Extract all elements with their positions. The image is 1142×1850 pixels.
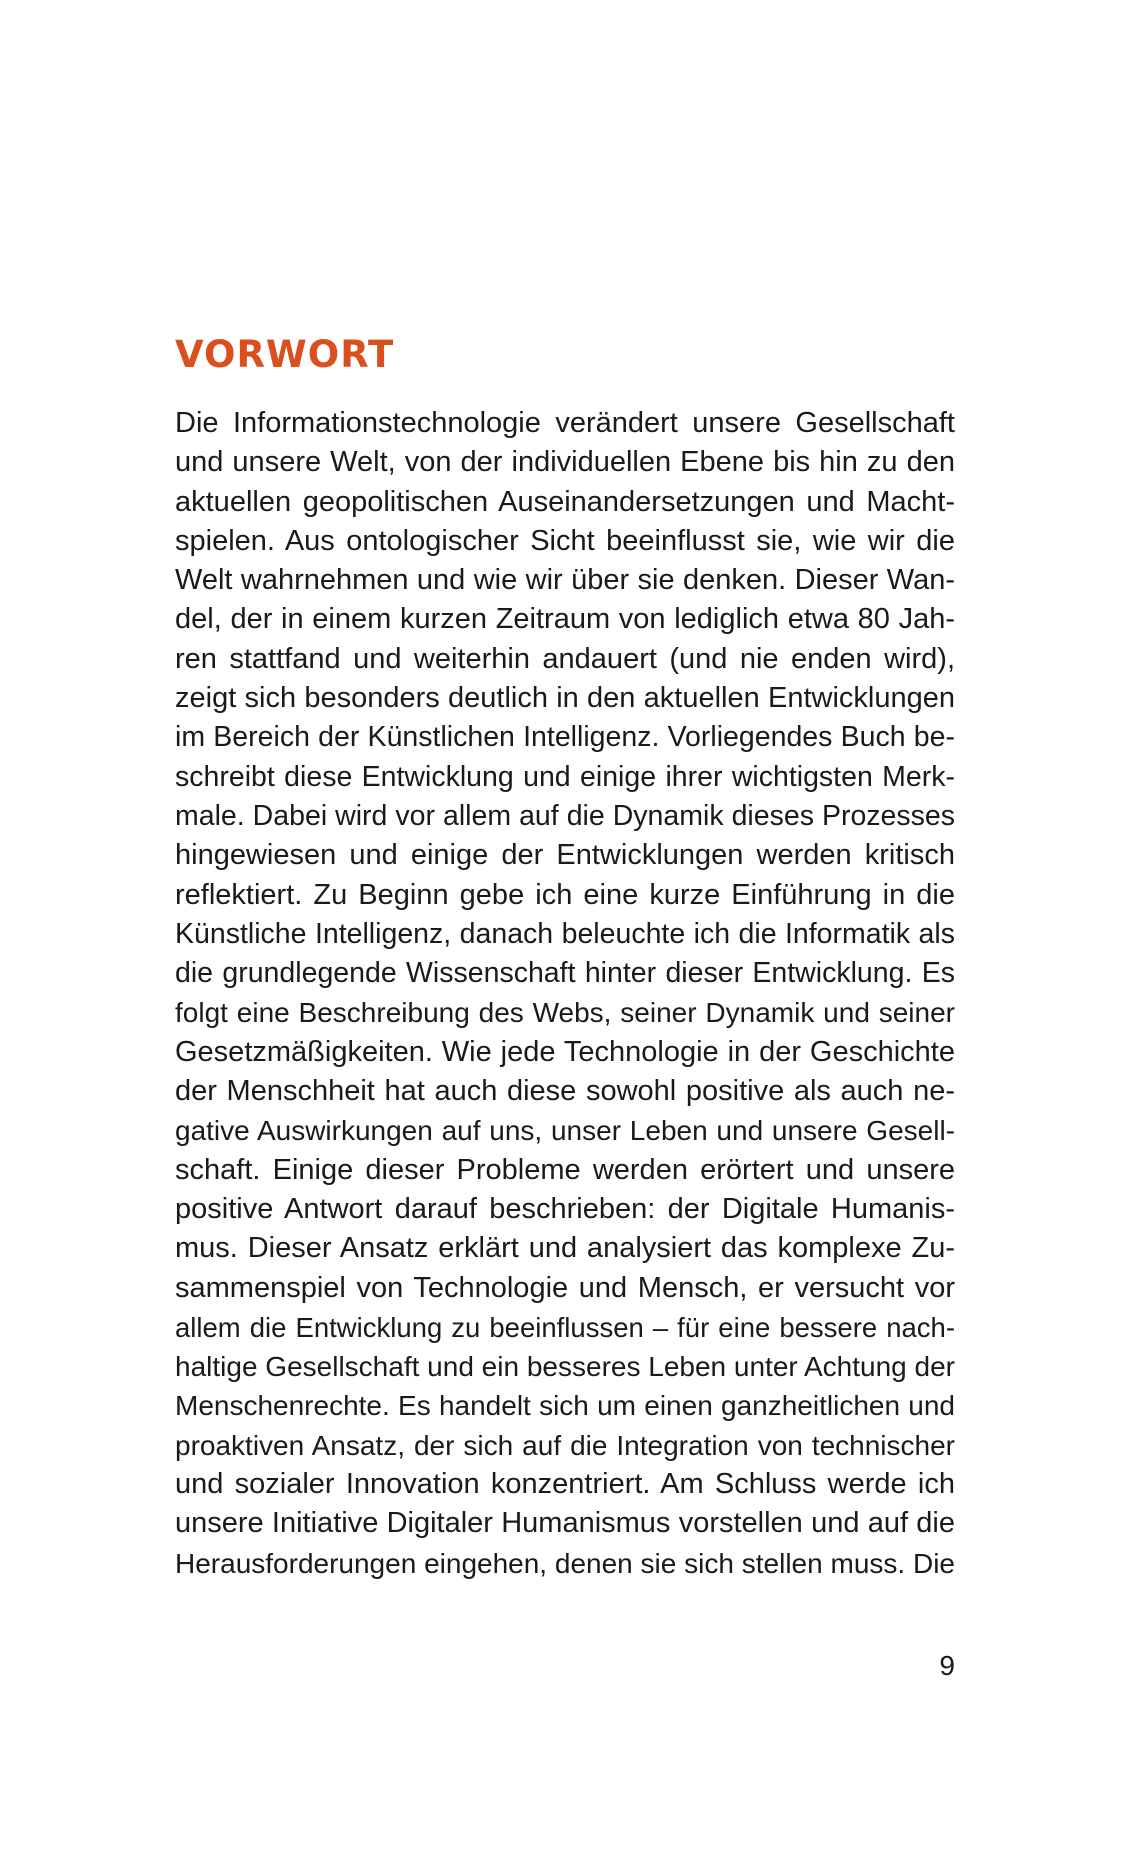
text-line: del, der in einem kurzen Zeitraum von lediglich etwa 80 Jah- [175,603,955,636]
text-line: der Menschheit hat auch diese sowohl positive als auch ne- [175,1075,955,1108]
text-line: unsere Initiative Digitaler Humanismus vorstellen und auf die [175,1507,955,1540]
text-line: zeigt sich besonders deutlich in den aktuellen Entwicklungen [175,682,955,715]
text-line: Gesetzmäßigkeiten. Wie jede Technologie in der Geschichte [175,1035,955,1068]
text-line: Herausforderungen eingehen, denen sie sich stellen muss. Die [175,1547,955,1579]
text-line: haltige Gesellschaft und ein besseres Leben unter Achtung der [175,1351,955,1383]
text-line: hingewiesen und einige der Entwicklungen werden kritisch [175,839,955,872]
text-line: Menschenrechte. Es handelt sich um einen ganzheitlichen und [175,1390,955,1422]
text-line: schaft. Einige dieser Probleme werden erörtert und unsere [175,1153,955,1186]
body-paragraph [175,404,955,1583]
text-line: gative Auswirkungen auf uns, unser Leben und unsere Gesell- [175,1115,955,1147]
text-line: schreibt diese Entwicklung und einige ihrer wichtigsten Merk- [175,760,955,793]
text-line: die grundlegende Wissenschaft hinter dieser Entwicklung. Es [175,957,955,990]
text-line: spielen. Aus ontologischer Sicht beeinflusst sie, wie wir die [175,524,955,557]
text-line: und sozialer Innovation konzentriert. Am Schluss werde ich [175,1468,955,1501]
text-line: mus. Dieser Ansatz erklärt und analysiert das komplexe Zu- [175,1232,955,1265]
text-line: im Bereich der Künstlichen Intelligenz. Vorliegendes Buch be- [175,721,955,754]
text-line: und unsere Welt, von der individuellen Ebene bis hin zu den [175,446,955,479]
text-line: reflektiert. Zu Beginn gebe ich eine kurze Einführung in die [175,878,955,911]
chapter-heading: VORWORT [175,333,395,376]
text-line: ren stattfand und weiterhin andauert (und nie enden wird), [175,642,955,675]
text-line: Welt wahrnehmen und wie wir über sie denken. Dieser Wan- [175,564,955,597]
text-line: sammenspiel von Technologie und Mensch, er versucht vor [175,1271,955,1304]
text-line: aktuellen geopolitischen Auseinandersetzungen und Macht- [175,485,955,518]
text-line: positive Antwort darauf beschrieben: der Digitale Humanis- [175,1192,955,1225]
text-line: male. Dabei wird vor allem auf die Dynamik dieses Prozesses [175,799,955,832]
text-line: proaktiven Ansatz, der sich auf die Integration von technischer [175,1429,955,1461]
text-line: allem die Entwicklung zu beeinflussen – für eine bessere nach- [175,1311,955,1343]
text-line: Künstliche Intelligenz, danach beleuchte ich die Informatik als [175,917,955,950]
page-number: 9 [939,1650,955,1681]
text-line: Die Informationstechnologie verändert unsere Gesellschaft [175,407,955,439]
text-line: folgt eine Beschreibung des Webs, seiner Dynamik und seiner [175,997,955,1029]
